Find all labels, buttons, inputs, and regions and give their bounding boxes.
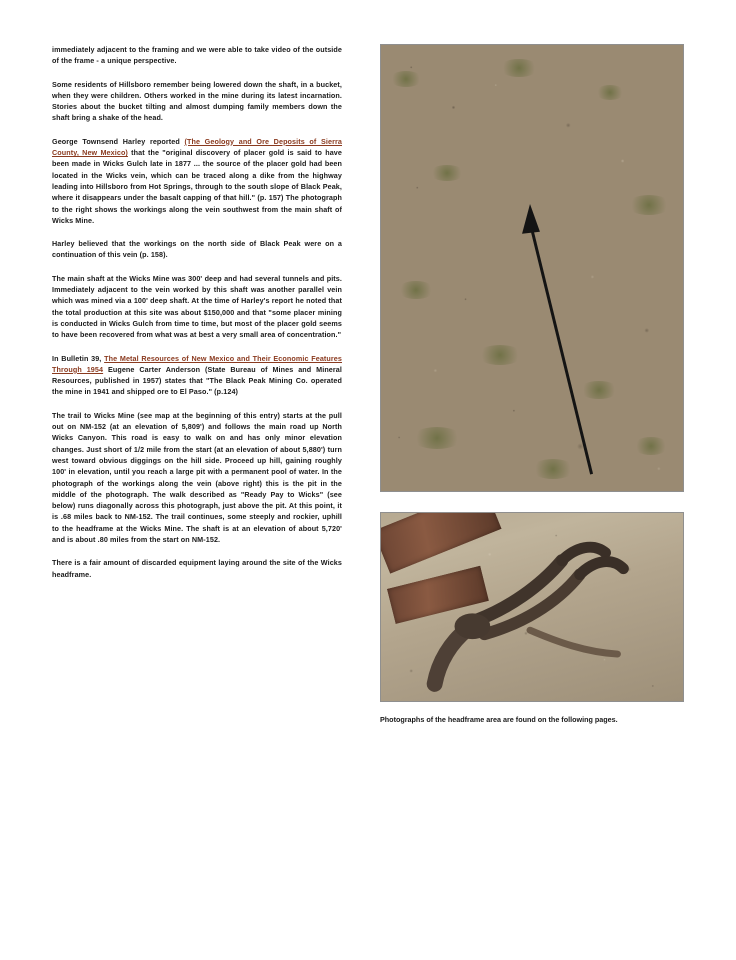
harley-citation-link[interactable]: (The Geology and Ore Deposits of Sierra County, New Mexico) [52,136,342,158]
paragraph-trail: The trail to Wicks Mine (see map at the beginning of this entry) starts at the pull out on NM-152 (at an elevation of 5,809') and follows the main road up North Wicks Canyon. This road is easy to walk on and has only minor elevation changes. Just short of 1/2 mile from the start (at an elevation of about 5,880') turn west toward obvious diggings on the hill side. Proceed up hill, gaining roughly 100' in elevation, until you reach a large pit with a permanent pool of water. In the photograph of the workings along the vein (above right) this is the pit in the middle of the photograph. The walk described as "Ready Pay to Wicks" (see below) runs diagonally across this photograph, just above the pit. At this point, it is .68 miles back to NM-152. The trail continues, some steeply and rockier, uphill to the headframe at the Wicks Mine. The shaft is at an elevation of about 5,720' and is about .80 miles from the start on NM-152. [52,410,342,544]
photo-discarded-equipment [380,512,684,702]
paragraph-intro: immediately adjacent to the framing and we were able to take video of the outside of the frame - a unique perspective. [52,45,342,66]
paragraph-bulletin [52,353,342,398]
harley-rest: that the "original discovery of placer gold is said to have been made in Wicks Gulch late in 1877 ... the source of the placer gold had been located in the Wicks vein, which can be traced along a dike from the highway leading into Hillsboro from Hot Springs, through to the south slope of Black Peak, where it disappears under the basalt capping of that hill." (p. 157) The photograph to the right shows the workings along the vein southwest from the main shaft of Wicks Mine. [52,148,342,225]
rusted-iron-hook [381,513,683,702]
bulletin-rest: Eugene Carter Anderson (State Bureau of Mines and Mineral Resources, published in 1957) states that "The Black Peak Mining Co. operated the mine in 1941 and shipped ore to El Paso." (p.124) [52,364,342,397]
paragraph-residents: Some residents of Hillsboro remember being lowered down the shaft, in a bucket, when they were children. Others worked in the mine during its latest incarnation. Stories about the bucket tilting and almost dumping family members down the shaft bring a shake of the head. [52,79,342,123]
harley-lead: George Townsend Harley reported [52,136,185,146]
page-content [52,44,684,924]
paragraph-main-shaft: The main shaft at the Wicks Mine was 300' deep and had several tunnels and pits. Immediately adjacent to the vein worked by this shaft was another parallel vein which was mined via a 100' deep shaft. At the time of Harley's report he noted that the total production at this site was about $150,000 and that "some placer mining is conducted in Wicks Gulch from time to time, but most of the placer gold seems to have been recovered from what was at best a very small area of concentration." [52,273,342,340]
bulletin-lead: In Bulletin 39, [52,353,105,363]
right-photo-column [380,44,684,725]
photo-caption: Photographs of the headframe area are found on the following pages. [380,715,618,724]
paragraph-north-side: Harley believed that the workings on the north side of Black Peak were on a continuation of this vein (p. 158). [52,239,342,260]
left-text-column [52,44,342,580]
bulletin-citation-link[interactable]: The Metal Resources of New Mexico and Their Economic Features Through 1954 [52,353,342,374]
direction-arrow-icon [381,45,683,490]
paragraph-equipment: There is a fair amount of discarded equipment laying around the site of the Wicks headframe. [52,558,342,579]
paragraph-harley [52,136,342,226]
photo-vein-workings [380,44,684,492]
